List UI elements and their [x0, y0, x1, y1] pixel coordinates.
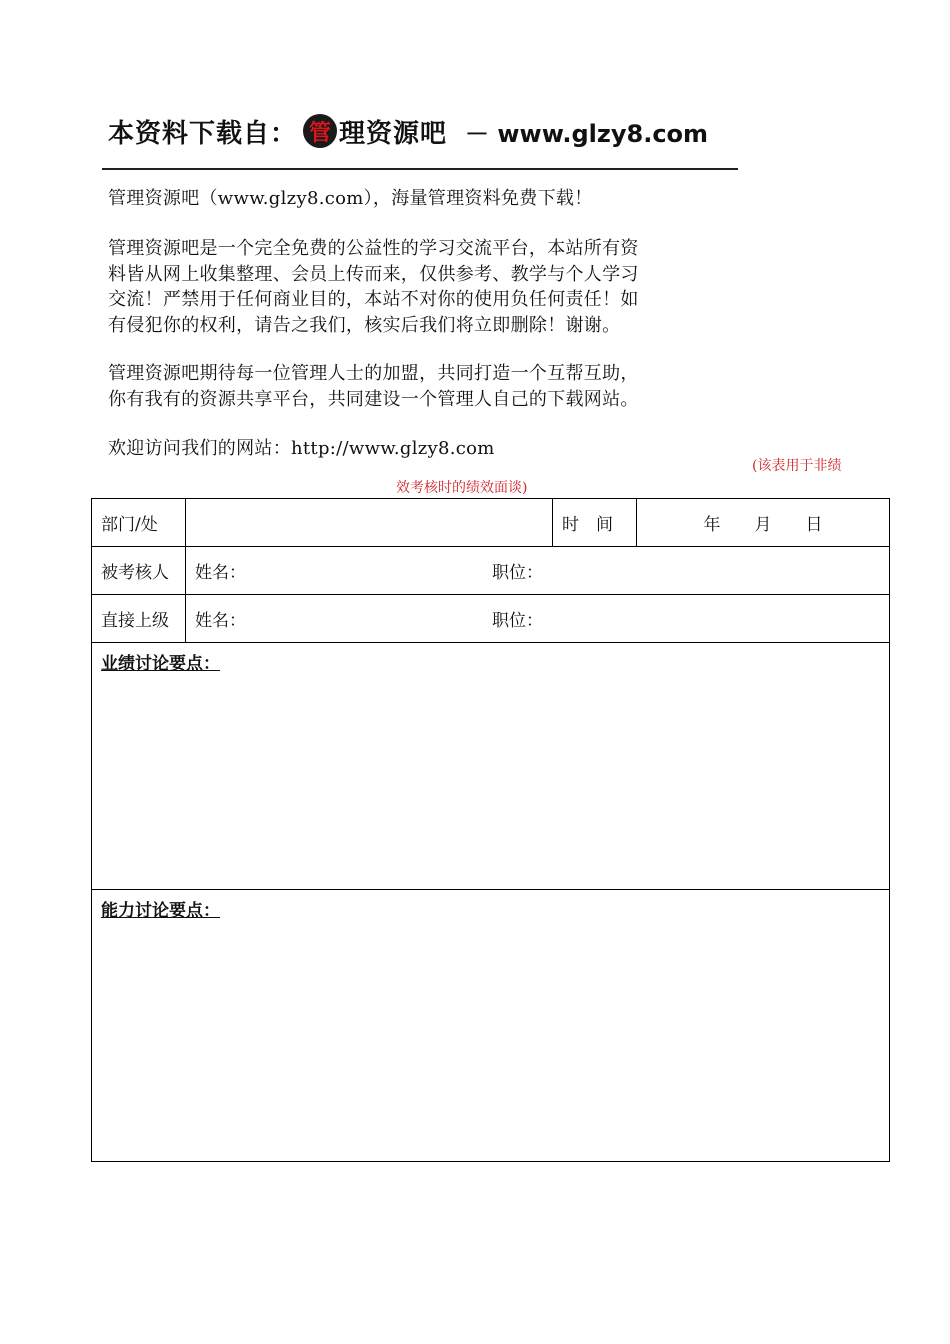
date-field[interactable]: [637, 499, 890, 547]
intro-line: 你有我有的资源共享平台，共同建设一个管理人自己的下载网站。: [108, 388, 639, 410]
intro-line: 管理资源吧期待每一位管理人士的加盟，共同打造一个互帮互助，: [108, 363, 639, 384]
dept-row: [92, 499, 890, 547]
appraisee-name-label: 姓名：: [195, 563, 246, 583]
intro-paragraph-2: [108, 236, 748, 338]
intro-paragraph-4: [108, 436, 748, 462]
intro-line: 交流！严禁用于任何商业目的，本站不对你的使用负任何责任！如: [108, 289, 639, 310]
site-url[interactable]: － www.glzy8.com: [465, 119, 709, 148]
appraisee-row: [92, 547, 890, 595]
appraisee-fields[interactable]: [186, 547, 890, 595]
intro-line: 管理资源吧是一个完全免费的公益性的学习交流平台，本站所有资: [108, 238, 639, 259]
supervisor-name-label: 姓名：: [195, 611, 246, 631]
intro-line: 管理资源吧（www.glzy8.com），海量管理资料免费下载！: [108, 188, 593, 209]
ability-section: [92, 890, 890, 1162]
interview-form-table: [91, 498, 890, 1162]
performance-section-title: 业绩讨论要点：: [101, 654, 220, 674]
intro-line: 有侵犯你的权利，请告之我们，核实后我们将立即删除！谢谢。: [108, 314, 621, 336]
supervisor-label: 直接上级: [92, 595, 186, 643]
logo-char: 管: [309, 120, 332, 146]
intro-paragraph-3: [108, 361, 748, 412]
ability-notes-area[interactable]: [92, 890, 890, 1162]
supervisor-row: [92, 595, 890, 643]
appraisee-position-label: 职位：: [492, 563, 543, 583]
appraisee-label: 被考核人: [92, 547, 186, 595]
download-source-banner: [108, 110, 708, 152]
time-label: 时 间: [553, 499, 637, 547]
form-note-line-2: 效考核时的绩效面谈): [396, 480, 528, 496]
site-logo-icon: [303, 114, 337, 148]
supervisor-fields[interactable]: [186, 595, 890, 643]
supervisor-position-label: 职位：: [492, 611, 543, 631]
source-label: 本资料下载自：: [108, 118, 298, 149]
performance-notes-area[interactable]: [92, 643, 890, 890]
ability-section-title: 能力讨论要点：: [101, 901, 220, 921]
website-invite: 欢迎访问我们的网站：http://www.glzy8.com: [108, 438, 495, 459]
intro-paragraph-1: [108, 186, 748, 212]
intro-line: 料皆从网上收集整理、会员上传而来，仅供参考、教学与个人学习: [108, 263, 639, 285]
performance-section: [92, 643, 890, 890]
form-note-line-1: (该表用于非绩: [752, 458, 842, 474]
banner-divider: [102, 168, 738, 170]
brand-name: 理资源吧: [339, 118, 448, 149]
dept-label: 部门/处: [92, 499, 186, 547]
date-value: 年 月 日: [703, 515, 823, 535]
dept-field[interactable]: [186, 499, 553, 547]
